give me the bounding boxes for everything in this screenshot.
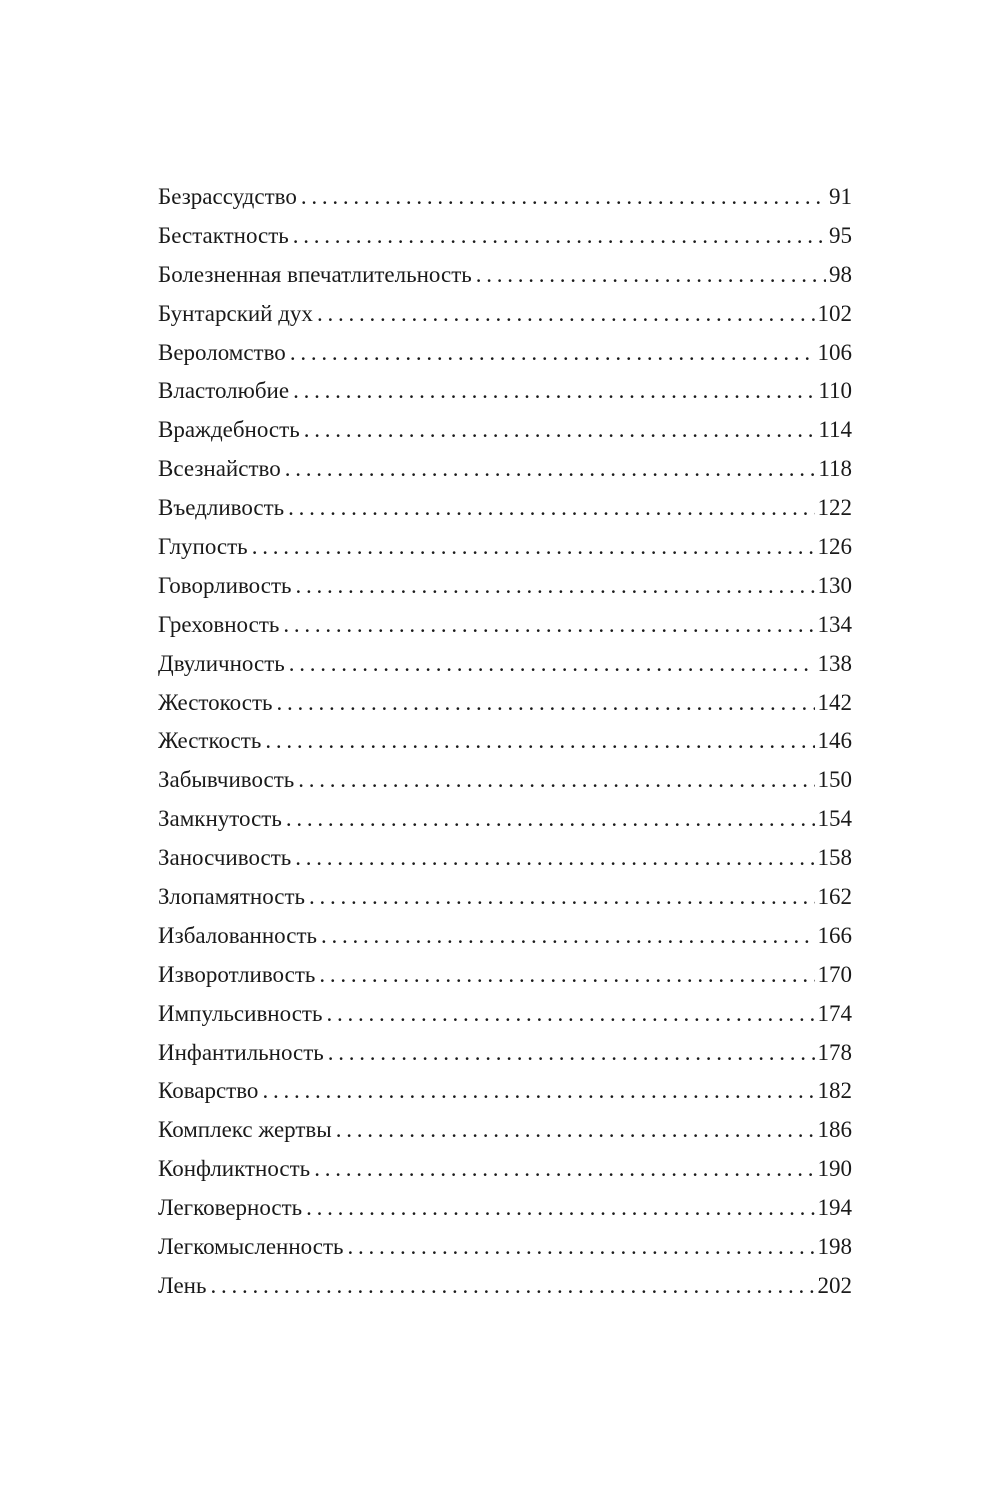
dot-leader xyxy=(317,295,815,334)
toc-entry-page-number: 170 xyxy=(817,961,852,987)
dot-leader xyxy=(265,722,814,761)
toc-entry xyxy=(158,334,852,373)
dot-leader xyxy=(295,839,814,878)
toc-entry-page-number: 118 xyxy=(818,456,852,482)
dot-leader xyxy=(252,528,815,567)
toc-entry-title: Безрассудство xyxy=(158,184,297,209)
toc-entry xyxy=(158,800,852,839)
toc-entry-page-number: 194 xyxy=(817,1195,852,1221)
toc-entry-title: Жестокость xyxy=(158,689,273,715)
toc-entry-title: Въедливость xyxy=(158,495,285,521)
toc-entry-page-number: 138 xyxy=(817,650,852,676)
toc-entry-page-number: 190 xyxy=(817,1156,852,1182)
dot-leader xyxy=(476,256,826,295)
toc-entry-page-number: 130 xyxy=(817,572,852,598)
toc-entry-title: Говорливость xyxy=(158,572,292,598)
dot-leader xyxy=(289,645,815,684)
toc-entry xyxy=(158,995,852,1034)
toc-entry xyxy=(158,489,852,528)
toc-entry-page-number: 106 xyxy=(817,339,852,365)
toc-entry-page-number: 178 xyxy=(817,1039,852,1065)
toc-entry-page-number: 182 xyxy=(817,1078,852,1104)
dot-leader xyxy=(319,956,814,995)
dot-leader xyxy=(210,1267,814,1306)
toc-entry-title: Греховность xyxy=(158,611,280,637)
toc-entry-title: Вероломство xyxy=(158,339,286,365)
toc-entry-title: Коварство xyxy=(158,1078,259,1104)
toc-entry-title: Жесткость xyxy=(158,728,262,754)
toc-entry xyxy=(158,1111,852,1150)
dot-leader xyxy=(285,450,816,489)
toc-entry-title: Избалованность xyxy=(158,922,317,948)
toc-entry xyxy=(158,1072,852,1111)
toc-entry xyxy=(158,1228,852,1267)
toc-entry-page-number: 134 xyxy=(817,611,852,637)
toc-entry xyxy=(158,567,852,606)
toc-entry-page-number: 150 xyxy=(817,767,852,793)
toc-entry xyxy=(158,1267,852,1306)
toc-entry-page-number: 102 xyxy=(817,300,852,326)
dot-leader xyxy=(290,334,815,373)
toc-entry xyxy=(158,839,852,878)
dot-leader xyxy=(309,878,814,917)
toc-entry-page-number: 146 xyxy=(817,728,852,754)
toc-entry-title: Злопамятность xyxy=(158,884,306,910)
toc-entry xyxy=(158,917,852,956)
toc-entry-title: Бестактность xyxy=(158,222,289,248)
toc-entry-title: Глупость xyxy=(158,534,248,560)
toc-entry-page-number: 95 xyxy=(829,222,852,248)
dot-leader xyxy=(293,372,815,411)
dot-leader xyxy=(321,917,815,956)
dot-leader xyxy=(288,489,814,528)
dot-leader xyxy=(304,411,816,450)
toc-entry xyxy=(158,372,852,411)
dot-leader xyxy=(298,761,814,800)
toc-entry xyxy=(158,722,852,761)
toc-entry-page-number: 186 xyxy=(817,1117,852,1143)
toc-entry-page-number: 158 xyxy=(817,845,852,871)
toc-entry-page-number: 122 xyxy=(817,495,852,521)
toc-entry-title: Легковерность xyxy=(158,1195,303,1221)
toc-entry-page-number: 174 xyxy=(817,1000,852,1026)
table-of-contents xyxy=(158,178,852,1306)
dot-leader xyxy=(277,684,815,723)
toc-entry-page-number: 126 xyxy=(817,534,852,560)
dot-leader xyxy=(262,1072,814,1111)
toc-entry-title: Двуличность xyxy=(158,650,285,676)
dot-leader xyxy=(296,567,815,606)
dot-leader xyxy=(314,1150,814,1189)
toc-entry xyxy=(158,606,852,645)
toc-entry-page-number: 166 xyxy=(817,922,852,948)
toc-entry-title: Враждебность xyxy=(158,417,300,443)
toc-entry xyxy=(158,1189,852,1228)
toc-entry xyxy=(158,256,852,295)
toc-entry-title: Изворотливость xyxy=(158,961,316,987)
toc-entry xyxy=(158,1150,852,1189)
dot-leader xyxy=(293,217,826,256)
toc-entry-title: Бунтарский дух xyxy=(158,300,313,326)
toc-entry-page-number: 162 xyxy=(817,884,852,910)
dot-leader xyxy=(328,1034,815,1073)
toc-entry-title: Инфантильность xyxy=(158,1039,324,1065)
toc-entry-title: Конфликтность xyxy=(158,1156,311,1182)
toc-entry-title: Легкомысленность xyxy=(158,1234,344,1260)
toc-entry xyxy=(158,217,852,256)
toc-entry xyxy=(158,684,852,723)
toc-entry-page-number: 91 xyxy=(829,184,852,209)
toc-entry xyxy=(158,1034,852,1073)
toc-entry-title: Властолюбие xyxy=(158,378,290,404)
toc-entry-page-number: 110 xyxy=(818,378,852,404)
toc-entry xyxy=(158,411,852,450)
toc-entry-title: Лень xyxy=(158,1272,207,1298)
toc-entry xyxy=(158,878,852,917)
dot-leader xyxy=(286,800,815,839)
toc-entry-title: Комплекс жертвы xyxy=(158,1117,332,1143)
toc-entry xyxy=(158,645,852,684)
toc-entry-title: Забывчивость xyxy=(158,767,295,793)
toc-entry-title: Болезненная впечатлительность xyxy=(158,261,472,287)
dot-leader xyxy=(348,1228,815,1267)
toc-entry xyxy=(158,956,852,995)
toc-entry-title: Заносчивость xyxy=(158,845,292,871)
toc-entry xyxy=(158,295,852,334)
toc-entry-page-number: 98 xyxy=(829,261,852,287)
dot-leader xyxy=(301,178,826,217)
toc-entry xyxy=(158,761,852,800)
toc-entry-title: Импульсивность xyxy=(158,1000,323,1026)
dot-leader xyxy=(306,1189,814,1228)
toc-entry-title: Замкнутость xyxy=(158,806,282,832)
dot-leader xyxy=(326,995,814,1034)
toc-entry-page-number: 114 xyxy=(818,417,852,443)
toc-entry xyxy=(158,528,852,567)
dot-leader xyxy=(283,606,814,645)
toc-entry-page-number: 154 xyxy=(817,806,852,832)
toc-entry xyxy=(158,178,852,217)
toc-entry-page-number: 202 xyxy=(817,1272,852,1298)
toc-entry-page-number: 198 xyxy=(817,1234,852,1260)
toc-entry xyxy=(158,450,852,489)
toc-entry-title: Всезнайство xyxy=(158,456,281,482)
toc-entry-page-number: 142 xyxy=(817,689,852,715)
dot-leader xyxy=(336,1111,815,1150)
